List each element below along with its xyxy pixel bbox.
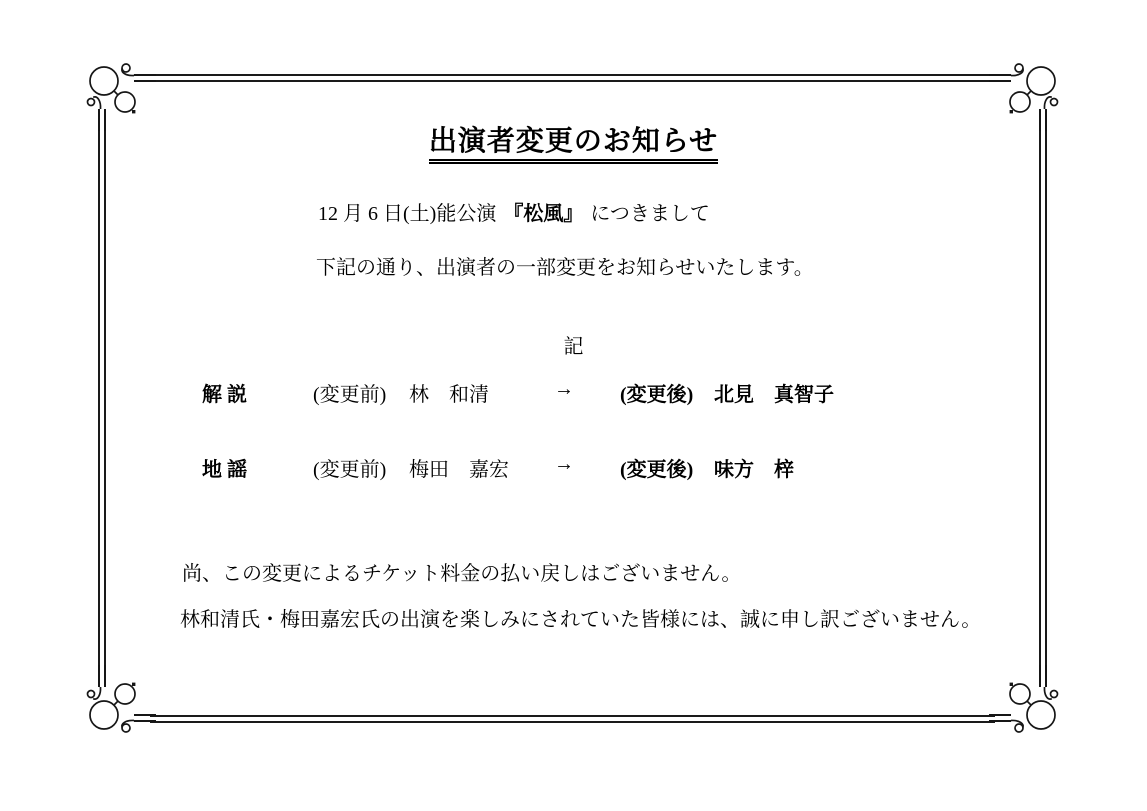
before-name: 梅田 嘉宏 <box>409 459 509 481</box>
role-label: 解 説 <box>202 384 247 406</box>
frame-top-line <box>150 74 995 82</box>
intro-line-2: 下記の通り、出演者の一部変更をお知らせいたします。 <box>316 257 814 279</box>
corner-flourish-icon <box>80 665 156 741</box>
page-title <box>0 119 1147 159</box>
arrow-icon: → <box>554 378 574 400</box>
apology-note: 林和清氏・梅田嘉宏氏の出演を楽しみにされていた皆様には、誠に申し訳ございません。 <box>180 609 982 631</box>
refund-note: 尚、この変更によるチケット料金の払い戻しはございません。 <box>182 563 742 585</box>
arrow-icon: → <box>554 453 574 475</box>
after-label: (変更後) <box>620 459 694 481</box>
intro-suffix: につきまして <box>590 203 710 225</box>
performance-title: 『松風』 <box>503 203 584 225</box>
intro-date-event: 12 月 6 日(土)能公演 <box>318 203 497 225</box>
after-name: 北見 真智子 <box>714 384 834 406</box>
before-label: (変更前) <box>313 384 387 406</box>
before-name: 林 和清 <box>409 384 489 406</box>
intro-line-1 <box>318 197 710 226</box>
after-name: 味方 梓 <box>714 459 794 481</box>
corner-flourish-icon <box>989 665 1065 741</box>
change-row <box>0 453 1147 483</box>
page-title-text: 出演者変更のお知らせ <box>429 126 718 164</box>
change-row <box>0 378 1147 408</box>
before-label: (変更前) <box>313 459 387 481</box>
after-label: (変更後) <box>620 384 694 406</box>
record-marker: 記 <box>563 336 584 358</box>
frame-bottom-line <box>150 715 995 723</box>
role-label: 地 謡 <box>202 459 247 481</box>
